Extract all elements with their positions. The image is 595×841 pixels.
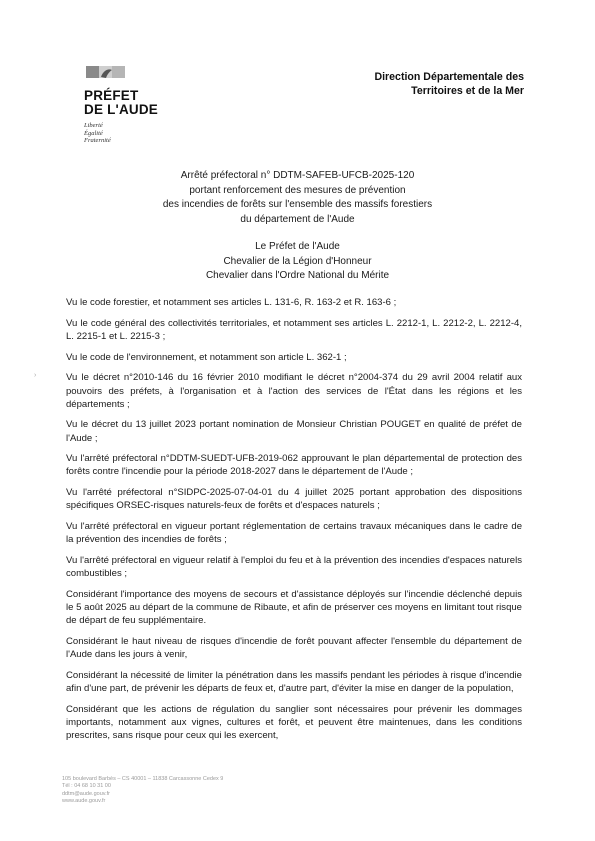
visas-and-considerants bbox=[66, 296, 522, 749]
considerant-paragraph: Considérant le haut niveau de risques d'incendie de forêt pouvant affecter l'ensemble du département de l'Aude dans les jours à venir, bbox=[66, 635, 522, 660]
arrete-title bbox=[0, 169, 595, 227]
arrete-line: portant renforcement des mesures de prévention bbox=[189, 184, 406, 196]
prefet-line: Le Préfet de l'Aude bbox=[255, 241, 340, 252]
visa-paragraph: Vu le code général des collectivités territoriales, et notamment ses articles L. 2212-1, L. 2212-2, L. 2212-4, L. 2215-1 et L. 2215-3 ; bbox=[66, 317, 522, 342]
visa-paragraph: Vu le décret n°2010-146 du 16 février 2010 modifiant le décret n°2004-374 du 29 avril 2004 relatif aux pouvoirs des préfets, à l'organisation et à l'action des services de l'État dans les régions et les départements ; bbox=[66, 372, 522, 410]
considerant-paragraph: Considérant la nécessité de limiter la pénétration dans les massifs pendant les périodes à risque d'incendie afin d'une part, de prévenir les départs de feux et, d'autre part, d'éviter la mise en danger de la population, bbox=[66, 669, 522, 694]
visa-paragraph: Vu l'arrêté préfectoral n°DDTM-SUEDT-UFB-2019-062 approuvant le plan départemental de protection des forêts contre l'incendie pour la période 2018-2027 dans le département de l'Aude ; bbox=[66, 453, 522, 478]
prefet-title-line2: DE L'AUDE bbox=[84, 102, 159, 117]
prefet-signatory-block bbox=[0, 240, 595, 284]
footer-line: Tél : 04 68 10 31 00 bbox=[62, 783, 111, 790]
prefet-line: Chevalier dans l'Ordre National du Mérite bbox=[205, 270, 390, 281]
direction-heading bbox=[374, 70, 524, 98]
footer-website-link[interactable]: www.aude.gouv.fr bbox=[62, 797, 106, 804]
devise bbox=[84, 122, 174, 145]
visa-paragraph: Vu l'arrêté préfectoral en vigueur relatif à l'emploi du feu et à la prévention des incendies d'espaces naturels combustibles ; bbox=[66, 554, 522, 579]
marianne-icon bbox=[86, 64, 126, 80]
prefecture-logo bbox=[84, 64, 174, 145]
footer-address bbox=[62, 776, 223, 805]
margin-mark: › bbox=[34, 372, 37, 379]
considerant-paragraph: Considérant que les actions de régulation du sanglier sont nécessaires pour prévenir les dommages importants, notamment aux vignes, cultures et forêt, et peuvent être maintenues, dans les conditions prescrites, sans risque pour ceux qui les exercent, bbox=[66, 703, 522, 741]
footer-line: 105 boulevard Barbès – CS 40001 – 11838 Carcassonne Cedex 9 bbox=[62, 776, 224, 782]
considerant-paragraph: Considérant l'importance des moyens de secours et d'assistance déployés sur l'incendie déclenché depuis le 5 août 2025 au départ de la commune de Ribaute, et afin de préserver ces moyens en limitant tout risque de départ de feu supplémentaire. bbox=[66, 588, 522, 626]
devise-fraternite: Fraternité bbox=[84, 137, 111, 144]
visa-paragraph: Vu le code de l'environnement, et notamment son article L. 362-1 ; bbox=[66, 351, 347, 363]
arrete-line: du département de l'Aude bbox=[240, 213, 355, 225]
devise-egalite: Égalité bbox=[84, 129, 103, 137]
visa-paragraph: Vu l'arrêté préfectoral n°SIDPC-2025-07-04-01 du 4 juillet 2025 portant approbation des dispositions spécifiques ORSEC-risques naturels-feux de forêts et d'espaces naturels ; bbox=[66, 487, 522, 512]
devise-liberte: Liberté bbox=[84, 122, 103, 129]
arrete-line: des incendies de forêts sur l'ensemble des massifs forestiers bbox=[162, 199, 433, 210]
direction-line1: Direction Départementale des bbox=[374, 71, 524, 83]
visa-paragraph: Vu le code forestier, et notamment ses articles L. 131-6, R. 163-2 et R. 163-6 ; bbox=[66, 297, 397, 308]
prefet-line: Chevalier de la Légion d'Honneur bbox=[223, 255, 372, 267]
visa-paragraph: Vu l'arrêté préfectoral en vigueur portant réglementation de certains travaux mécaniques dans le cadre de la prévention des incendies de forêts ; bbox=[66, 521, 522, 546]
footer-email-link[interactable]: ddtm@aude.gouv.fr bbox=[62, 790, 110, 797]
visa-paragraph: Vu le décret du 13 juillet 2023 portant nomination de Monsieur Christian POUGET en qualité de préfet de l'Aude ; bbox=[66, 419, 522, 444]
arrete-line: Arrêté préfectoral n° DDTM-SAFEB-UFCB-2025-120 bbox=[180, 170, 415, 181]
direction-line2: Territoires et de la Mer bbox=[411, 85, 524, 97]
prefet-title-line1: PRÉFET bbox=[84, 88, 139, 103]
